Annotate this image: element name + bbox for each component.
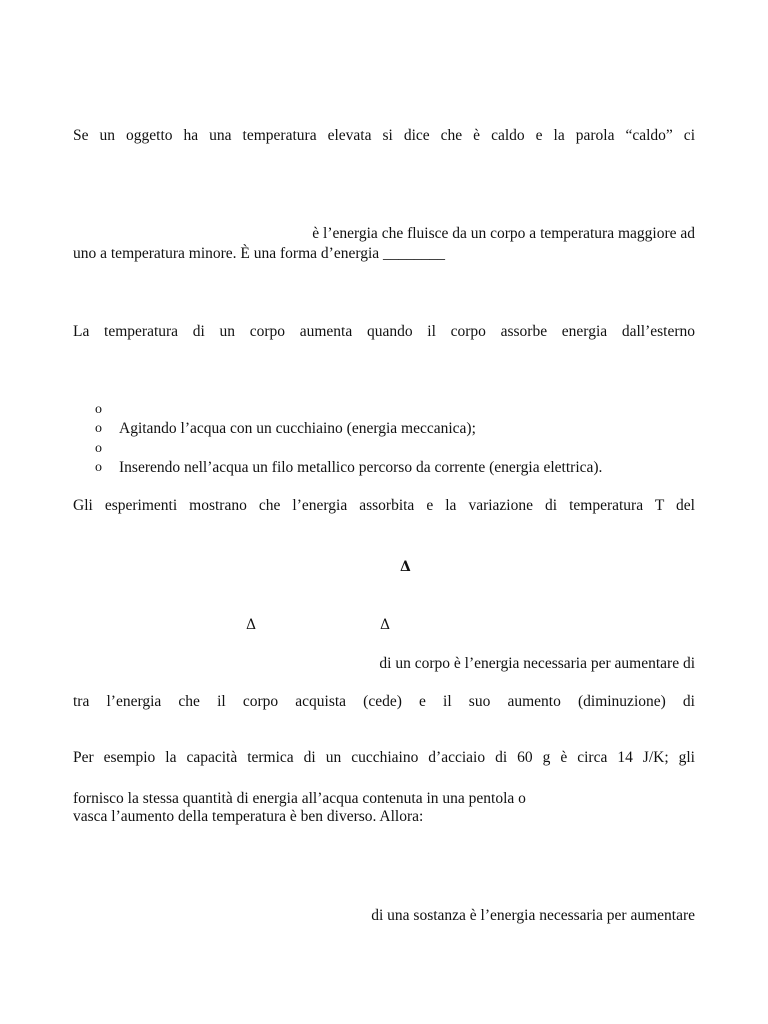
list-item-text: Inserendo nell’acqua un filo metallico percorso da corrente (energia elettrica). bbox=[119, 459, 603, 476]
paragraph-energy-ratio: tra l’energia che il corpo acquista (cede) e il suo aumento (diminuzione) di bbox=[73, 693, 695, 710]
paragraph-temperature-increase: La temperatura di un corpo aumenta quando il corpo assorbe energia dall’esterno bbox=[73, 323, 695, 340]
paragraph-heat-intro: Se un oggetto ha una temperatura elevata si dice che è caldo e la parola “caldo” ci bbox=[73, 127, 695, 144]
list-item-text: Agitando l’acqua con un cucchiaino (energia meccanica); bbox=[119, 420, 476, 437]
paragraph-example-spoon: Per esempio la capacità termica di un cucchiaino d’acciaio di 60 g è circa 14 J/K; gli bbox=[73, 749, 695, 766]
paragraph-example-water-line2: vasca l’aumento della temperatura è ben diverso. Allora: bbox=[73, 808, 424, 825]
paragraph-heat-definition-line1: è l’energia che fluisce da un corpo a temperatura maggiore ad bbox=[312, 225, 695, 242]
paragraph-heat-definition-line2: uno a temperatura minore. È una forma d’energia ________ bbox=[73, 245, 446, 262]
delta-symbol-right: Δ bbox=[380, 617, 391, 633]
paragraph-specific-heat-definition: di una sostanza è l’energia necessaria per aumentare bbox=[371, 907, 695, 924]
bullet-marker: o bbox=[95, 441, 102, 456]
paragraph-example-water-line1: fornisco la stessa quantità di energia all’acqua contenuta in una pentola o bbox=[73, 790, 526, 807]
paragraph-experiments: Gli esperimenti mostrano che l’energia assorbita e la variazione di temperatura T del bbox=[73, 497, 695, 514]
paragraph-heat-capacity-definition: di un corpo è l’energia necessaria per aumentare di bbox=[379, 655, 695, 672]
bullet-marker: o bbox=[95, 402, 102, 417]
bullet-marker: o bbox=[95, 421, 102, 436]
delta-symbol-left: Δ bbox=[246, 617, 257, 633]
bullet-marker: o bbox=[95, 460, 102, 475]
delta-symbol-center: Δ bbox=[400, 559, 411, 575]
